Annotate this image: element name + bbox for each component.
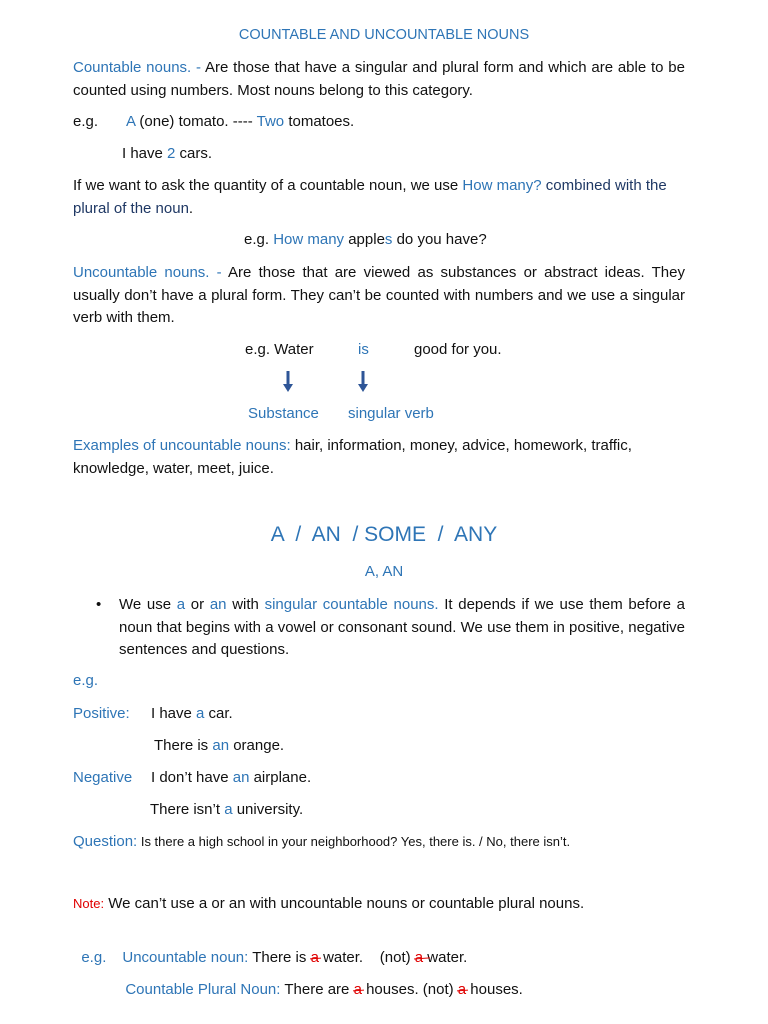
how-many-question: How many?	[462, 177, 542, 194]
apple-word: apple	[344, 231, 385, 248]
positive-l1-article: a	[196, 705, 205, 722]
example-cars	[122, 143, 212, 165]
positive-line-1	[151, 703, 233, 725]
quantity-combined: combined with the plural of the noun	[73, 177, 667, 217]
note-line	[73, 893, 584, 915]
negative-l1-post: airplane.	[249, 769, 312, 786]
bullet-with: with	[226, 596, 265, 613]
negative-line-1	[151, 767, 311, 789]
number-two-cars: 2	[167, 145, 176, 162]
positive-l2-post: orange.	[229, 737, 285, 754]
bullet-dot: •	[96, 596, 102, 613]
positive-l2-article: an	[212, 737, 230, 754]
examples-label: Examples of uncountable nouns:	[73, 437, 291, 454]
negative-l2-article: a	[224, 801, 233, 818]
plural-eg-post: houses.	[466, 981, 523, 998]
positive-l1-pre: I have	[151, 705, 197, 722]
bullet-a: a	[176, 596, 186, 613]
uncountable-definition	[73, 262, 685, 330]
negative-l1-pre: I don’t have	[151, 769, 233, 786]
positive-line-2	[154, 735, 284, 757]
quantity-pre: If we want to ask the quantity of a countable noun, we use	[73, 177, 463, 194]
positive-l2-pre: There is	[154, 737, 213, 754]
negative-l2-pre: There isn’t	[150, 801, 225, 818]
article-a: A	[126, 113, 136, 130]
singular-verb-label: singular verb	[348, 405, 434, 422]
eg3-post: do you have?	[392, 231, 487, 248]
plural-noun-label: Countable Plural Noun:	[125, 981, 281, 998]
struck-article: a	[458, 979, 466, 1001]
note-label: Note:	[73, 896, 105, 911]
eg-label: e.g.	[73, 672, 99, 689]
bullet-or: or	[185, 596, 210, 613]
positive-l1-post: car.	[204, 705, 233, 722]
bullet-singular: singular countable nouns.	[264, 596, 439, 613]
uncountable-noun-label: Uncountable noun:	[122, 949, 249, 966]
plural-s: s	[384, 231, 393, 248]
struck-article: a	[415, 947, 428, 969]
section-title: A / AN / SOME / ANY	[270, 523, 498, 546]
water-good: good for you.	[414, 341, 502, 358]
struck-article: a	[311, 947, 319, 969]
page-title: COUNTABLE AND UNCOUNTABLE NOUNS	[238, 27, 530, 43]
arrow-down-icon	[283, 371, 293, 393]
countable-definition	[73, 57, 685, 102]
uncountable-label: Uncountable nouns. -	[73, 264, 222, 281]
examples-text: hair, information, money, advice, homework, traffic, knowledge, water, meet, juice.	[73, 437, 632, 477]
bullet-an: an	[209, 596, 227, 613]
plural-example	[117, 957, 523, 1001]
substance-label: Substance	[248, 405, 319, 422]
eg-marker: e.g.	[73, 113, 99, 130]
arrow-down-icon	[358, 371, 368, 393]
negative-line-2	[150, 799, 303, 821]
quantity-end: .	[188, 199, 194, 217]
example-tomato	[73, 111, 354, 133]
water-eg: e.g. Water	[245, 341, 314, 358]
uncountable-eg-post: water.	[427, 949, 468, 966]
eg3-pre: e.g.	[244, 231, 274, 248]
uncountable-eg-pre: There is	[248, 949, 311, 966]
negative-l2-post: university.	[232, 801, 304, 818]
quantity-paragraph	[73, 175, 685, 220]
note-text: We can’t use a or an with uncountable nouns or countable plural nouns.	[104, 895, 585, 912]
example-apples	[244, 229, 487, 251]
cars-post: cars.	[175, 145, 213, 162]
uncountable-examples	[73, 435, 685, 480]
number-two: Two	[256, 113, 285, 130]
question-label: Question:	[73, 833, 138, 850]
cars-pre: I have	[122, 145, 168, 162]
question-text: Is there a high school in your neighborhood? Yes, there is. / No, there isn’t.	[137, 834, 571, 849]
tomatoes-text: tomatoes.	[284, 113, 355, 130]
bullet-p1: We use	[119, 596, 177, 613]
uncountable-text: Are those that are viewed as substances or abstract ideas. They usually don’t have a plural form. They can’t be counted with numbers and we use a singular verb with them.	[73, 264, 685, 326]
negative-label: Negative	[73, 769, 133, 786]
uncountable-eg-mid: water. (not)	[318, 949, 415, 966]
plural-eg-pre: There are	[280, 981, 354, 998]
uncountable-eg-marker: e.g.	[81, 949, 107, 966]
countable-text: Are those that have a singular and plural form and which are able to be counted using numbers. Most nouns belong to this category.	[73, 59, 685, 99]
plural-eg-mid: houses. (not)	[361, 981, 458, 998]
tomato-text: (one) tomato. ----	[135, 113, 257, 130]
bullet-paragraph	[119, 594, 685, 662]
how-many-phrase: How many	[273, 231, 345, 248]
water-is: is	[358, 341, 369, 358]
section-subtitle: A, AN	[364, 563, 404, 580]
positive-label: Positive:	[73, 705, 130, 722]
bullet-rest: It depends if we use them before a noun that begins with a vowel or consonant sound. We use them in positive, negative sentences and questions.	[119, 596, 685, 658]
negative-l1-article: an	[232, 769, 250, 786]
question-line	[73, 831, 570, 853]
struck-article: a	[354, 979, 362, 1001]
countable-label: Countable nouns. -	[73, 59, 202, 76]
